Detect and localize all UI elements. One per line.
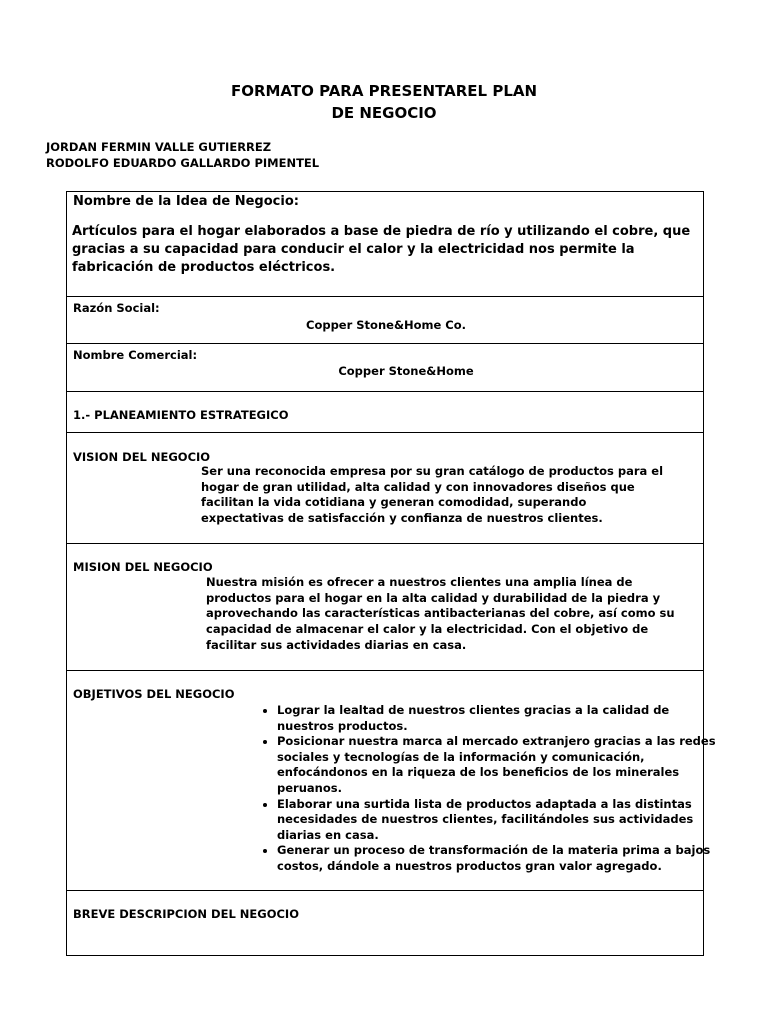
mision-row — [67, 544, 703, 671]
list-item: • Lograr la lealtad de nuestros clientes gracias a la calidad de nuestros productos. — [277, 703, 722, 734]
razon-social-label: Razón Social: — [73, 301, 160, 315]
author-name: RODOLFO EDUARDO GALLARDO PIMENTEL — [46, 156, 320, 170]
idea-text: Artículos para el hogar elaborados a base de piedra de río y utilizando el cobre, que gracias a su capacidad para conducir el calor y la electricidad nos permite la fabricación de productos eléctricos. — [72, 224, 691, 275]
title-line-1: FORMATO PARA PRESENTAREL PLAN — [230, 82, 538, 100]
planeamiento-row — [67, 392, 703, 433]
planeamiento-label: 1.- PLANEAMIENTO ESTRATEGICO — [73, 408, 289, 422]
mision-label: MISION DEL NEGOCIO — [73, 560, 213, 574]
objetivos-list — [257, 703, 722, 875]
document-title — [0, 80, 768, 124]
descripcion-row — [67, 891, 703, 955]
vision-text: Ser una reconocida empresa por su gran catálogo de productos para el hogar de gran utilidad, alta calidad y con innovadores diseños que facilitan la vida cotidiana y generan comodidad, superando expectativas de satisfacción y confianza de nuestros clientes. — [201, 464, 664, 526]
idea-label: Nombre de la Idea de Negocio: — [73, 194, 299, 209]
nombre-comercial-value: Copper Stone&Home — [338, 364, 474, 378]
vision-label: VISION DEL NEGOCIO — [73, 450, 211, 464]
list-item: • Elaborar una surtida lista de productos adaptada a las distintas necesidades de nuestros clientes, facilitándoles sus actividades diarias en casa. — [277, 797, 722, 844]
list-item: • Generar un proceso de transformación de la materia prima a bajos costos, dándole a nuestros productos gran valor agregado. — [277, 843, 722, 874]
nombre-comercial-label: Nombre Comercial: — [73, 348, 198, 362]
authors-block — [46, 139, 319, 171]
author-name: JORDAN FERMIN VALLE GUTIERREZ — [46, 140, 272, 154]
nombre-comercial-row — [67, 344, 703, 392]
idea-row — [67, 192, 703, 297]
objetivos-row — [67, 671, 716, 891]
business-plan-form — [66, 191, 716, 956]
descripcion-label: BREVE DESCRIPCION DEL NEGOCIO — [73, 907, 299, 921]
list-item: • Posicionar nuestra marca al mercado extranjero gracias a las redes sociales y tecnologías de la información y comunicación, enfocándonos en la riqueza de los beneficios de los minerales peruanos. — [277, 734, 722, 796]
title-line-2: DE NEGOCIO — [331, 104, 437, 122]
vision-row — [67, 433, 703, 544]
mision-text: Nuestra misión es ofrecer a nuestros clientes una amplia línea de productos para el hogar en la alta calidad y durabilidad de la piedra y aprovechando las características antibacterianas del cobre, así como su capacidad de almacenar el calor y la electricidad. Con el objetivo de facilitar sus actividades diarias en casa. — [206, 575, 675, 652]
razon-social-value: Copper Stone&Home Co. — [306, 318, 466, 332]
razon-social-row — [67, 297, 703, 344]
objetivos-label: OBJETIVOS DEL NEGOCIO — [73, 687, 235, 701]
